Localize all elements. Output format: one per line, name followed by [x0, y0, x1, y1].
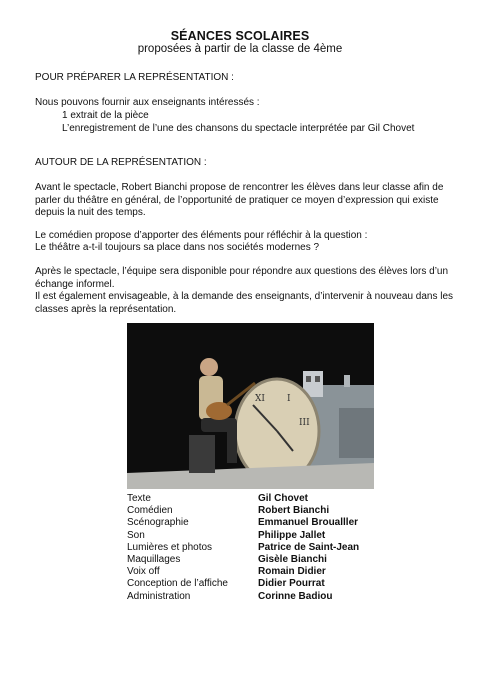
credit-name: Romain Didier	[258, 566, 326, 578]
section-heading-preparation: POUR PRÉPARER LA REPRÉSENTATION :	[35, 72, 234, 83]
credit-role: Voix off	[127, 566, 160, 578]
svg-text:I: I	[287, 394, 291, 404]
paragraph-line: parler du théâtre en général, de l’opportunité de pratiquer ce moyen d’expression qui existe	[35, 195, 439, 206]
list-item	[127, 566, 359, 578]
credit-name: Robert Bianchi	[258, 505, 330, 517]
list-item	[127, 591, 359, 603]
paragraph-line: Il est également envisageable, à la demande des enseignants, d’intervenir à nouveau dans les	[35, 291, 454, 302]
credit-role: Texte	[127, 493, 151, 504]
credit-role: Maquillages	[127, 554, 181, 566]
credit-role: Lumières et photos	[127, 541, 213, 553]
paragraph-line: échange informel.	[35, 279, 115, 290]
credit-name: Gisèle Bianchi	[258, 554, 327, 566]
list-item	[127, 517, 359, 529]
credit-name: Gil Chovet	[258, 493, 309, 504]
credit-role: Son	[127, 529, 145, 541]
section-intro: Nous pouvons fournir aux enseignants intéressés :	[35, 97, 260, 108]
credit-name: Emmanuel Broualller	[258, 517, 359, 529]
paragraph-line: classes après la représentation.	[35, 304, 177, 315]
list-item: 1 extrait de la pièce	[62, 110, 149, 121]
credit-role: Conception de l’affiche	[127, 578, 228, 590]
performer-head	[200, 358, 218, 376]
paragraph-line: Après le spectacle, l’équipe sera disponible pour répondre aux questions des élèves lors d’un	[35, 266, 449, 277]
svg-text:III: III	[299, 418, 310, 428]
list-item: L’enregistrement de l’une des chansons du spectacle interprétée par Gil Chovet	[62, 123, 415, 134]
credit-role: Scénographie	[127, 517, 189, 529]
page-subtitle: proposées à partir de la classe de 4ème	[137, 43, 343, 55]
list-item	[127, 554, 359, 566]
credit-name: Didier Pourrat	[258, 578, 325, 590]
credit-name: Corinne Badiou	[258, 590, 333, 602]
paragraph-line: Avant le spectacle, Robert Bianchi propose de rencontrer les élèves dans leur classe afin de	[35, 182, 444, 193]
page-title: SÉANCES SCOLAIRES	[170, 29, 310, 43]
stage-photo	[127, 323, 374, 489]
list-item	[127, 530, 359, 542]
list-item	[127, 578, 359, 590]
credit-role: Comédien	[127, 505, 173, 517]
list-item	[127, 493, 359, 505]
credit-name: Philippe Jallet	[258, 529, 326, 541]
credits-list	[127, 493, 359, 603]
paragraph-line: depuis la nuit des temps.	[35, 207, 146, 218]
svg-text:XI: XI	[255, 394, 265, 404]
list-item	[127, 505, 359, 517]
credit-name: Patrice de Saint-Jean	[258, 541, 360, 553]
section-heading-autour: AUTOUR DE LA REPRÉSENTATION :	[35, 157, 207, 168]
credit-role: Administration	[127, 590, 191, 602]
paragraph-line: Le théâtre a-t-il toujours sa place dans nos sociétés modernes ?	[35, 242, 320, 253]
paragraph-line: Le comédien propose d’apporter des éléments pour réfléchir à la question :	[35, 230, 368, 241]
stool	[189, 435, 215, 473]
list-item	[127, 542, 359, 554]
